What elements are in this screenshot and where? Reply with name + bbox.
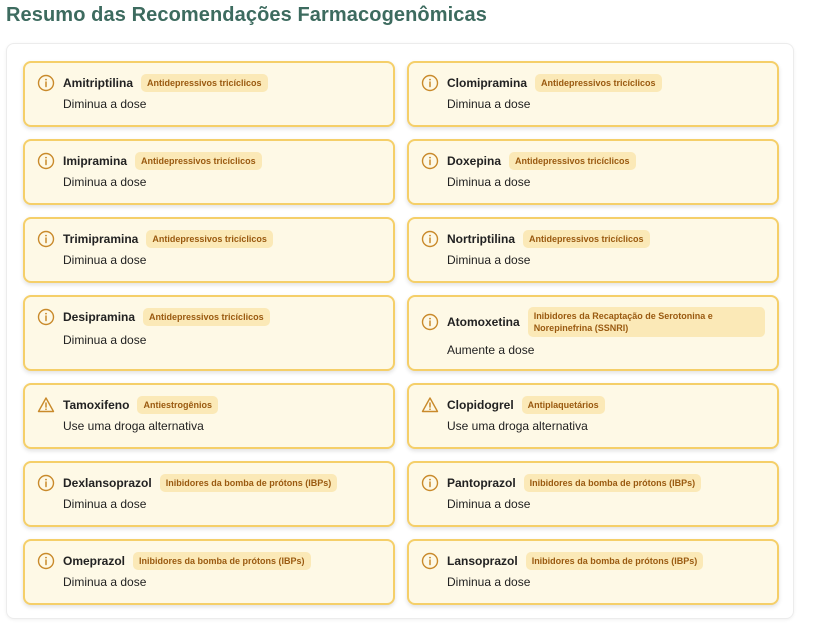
info-icon (37, 474, 55, 492)
recommendation-text: Use uma droga alternativa (63, 419, 204, 433)
recommendation-card-doxepina[interactable] (407, 139, 779, 205)
recommendation-text: Aumente a dose (447, 343, 535, 357)
drug-class-badge: Antidepressivos tricíclicos (135, 152, 262, 170)
recommendation-card-clopidogrel[interactable] (407, 383, 779, 449)
drug-class-badge: Inibidores da Recaptação de Serotonina e Norepinefrina (SSNRI) (528, 307, 765, 337)
recommendation-card-tamoxifeno[interactable] (23, 383, 395, 449)
drug-class-badge: Antiplaquetários (522, 396, 605, 414)
card-header (421, 395, 765, 415)
recommendation-text: Diminua a dose (447, 575, 531, 589)
card-header (37, 395, 381, 415)
drug-name: Atomoxetina (447, 315, 520, 329)
drug-name: Nortriptilina (447, 232, 515, 246)
recommendation-card-pantoprazol[interactable] (407, 461, 779, 527)
info-icon (421, 74, 439, 92)
warning-icon (421, 396, 439, 414)
card-header (421, 151, 765, 171)
drug-name: Doxepina (447, 154, 502, 168)
card-header (421, 73, 765, 93)
card-header (37, 473, 381, 493)
drug-name: Dexlansoprazol (63, 476, 152, 490)
recommendation-text: Diminua a dose (447, 97, 531, 111)
drug-class-badge: Antidepressivos tricíclicos (146, 230, 273, 248)
card-header (421, 307, 765, 337)
recommendation-text: Diminua a dose (63, 253, 147, 267)
drug-class-badge: Inibidores da bomba de prótons (IBPs) (133, 552, 311, 570)
recommendation-text: Use uma droga alternativa (447, 419, 588, 433)
drug-class-badge: Antidepressivos tricíclicos (143, 308, 270, 326)
drug-class-badge: Inibidores da bomba de prótons (IBPs) (160, 474, 338, 492)
recommendations-panel (6, 43, 794, 619)
info-icon (421, 552, 439, 570)
drug-name: Desipramina (63, 310, 136, 324)
drug-name: Omeprazol (63, 554, 126, 568)
recommendation-text: Diminua a dose (63, 575, 147, 589)
warning-icon (37, 396, 55, 414)
drug-class-badge: Antidepressivos tricíclicos (535, 74, 662, 92)
recommendation-card-omeprazol[interactable] (23, 539, 395, 605)
drug-name: Clopidogrel (447, 398, 514, 412)
card-header (37, 73, 381, 93)
info-icon (37, 552, 55, 570)
drug-name: Pantoprazol (447, 476, 516, 490)
recommendation-card-amitriptilina[interactable] (23, 61, 395, 127)
page-title: Resumo das Recomendações Farmacogenômicas (6, 4, 487, 26)
drug-name: Lansoprazol (447, 554, 518, 568)
recommendation-card-trimipramina[interactable] (23, 217, 395, 283)
recommendation-card-clomipramina[interactable] (407, 61, 779, 127)
recommendation-card-nortriptilina[interactable] (407, 217, 779, 283)
drug-name: Trimipramina (63, 232, 139, 246)
info-icon (421, 474, 439, 492)
recommendations-grid (23, 61, 779, 605)
drug-class-badge: Inibidores da bomba de prótons (IBPs) (524, 474, 702, 492)
info-icon (421, 152, 439, 170)
recommendation-card-dexlansoprazol[interactable] (23, 461, 395, 527)
recommendation-text: Diminua a dose (447, 175, 531, 189)
recommendation-card-atomoxetina[interactable] (407, 295, 779, 371)
card-header (421, 229, 765, 249)
card-header (37, 151, 381, 171)
recommendation-text: Diminua a dose (447, 497, 531, 511)
drug-name: Tamoxifeno (63, 398, 130, 412)
info-icon (421, 230, 439, 248)
drug-name: Imipramina (63, 154, 128, 168)
recommendation-text: Diminua a dose (63, 333, 147, 347)
card-header (421, 473, 765, 493)
info-icon (37, 74, 55, 92)
recommendation-card-imipramina[interactable] (23, 139, 395, 205)
info-icon (421, 313, 439, 331)
card-header (37, 229, 381, 249)
drug-class-badge: Antidepressivos tricíclicos (141, 74, 268, 92)
drug-name: Amitriptilina (63, 76, 134, 90)
card-header (37, 307, 381, 327)
drug-class-badge: Antidepressivos tricíclicos (523, 230, 650, 248)
drug-name: Clomipramina (447, 76, 528, 90)
drug-class-badge: Inibidores da bomba de prótons (IBPs) (526, 552, 704, 570)
recommendation-text: Diminua a dose (447, 253, 531, 267)
recommendation-text: Diminua a dose (63, 97, 147, 111)
card-header (37, 551, 381, 571)
card-header (421, 551, 765, 571)
drug-class-badge: Antidepressivos tricíclicos (509, 152, 636, 170)
recommendation-card-lansoprazol[interactable] (407, 539, 779, 605)
recommendation-text: Diminua a dose (63, 175, 147, 189)
recommendation-text: Diminua a dose (63, 497, 147, 511)
recommendation-card-desipramina[interactable] (23, 295, 395, 371)
drug-class-badge: Antiestrogênios (137, 396, 218, 414)
info-icon (37, 152, 55, 170)
info-icon (37, 308, 55, 326)
info-icon (37, 230, 55, 248)
